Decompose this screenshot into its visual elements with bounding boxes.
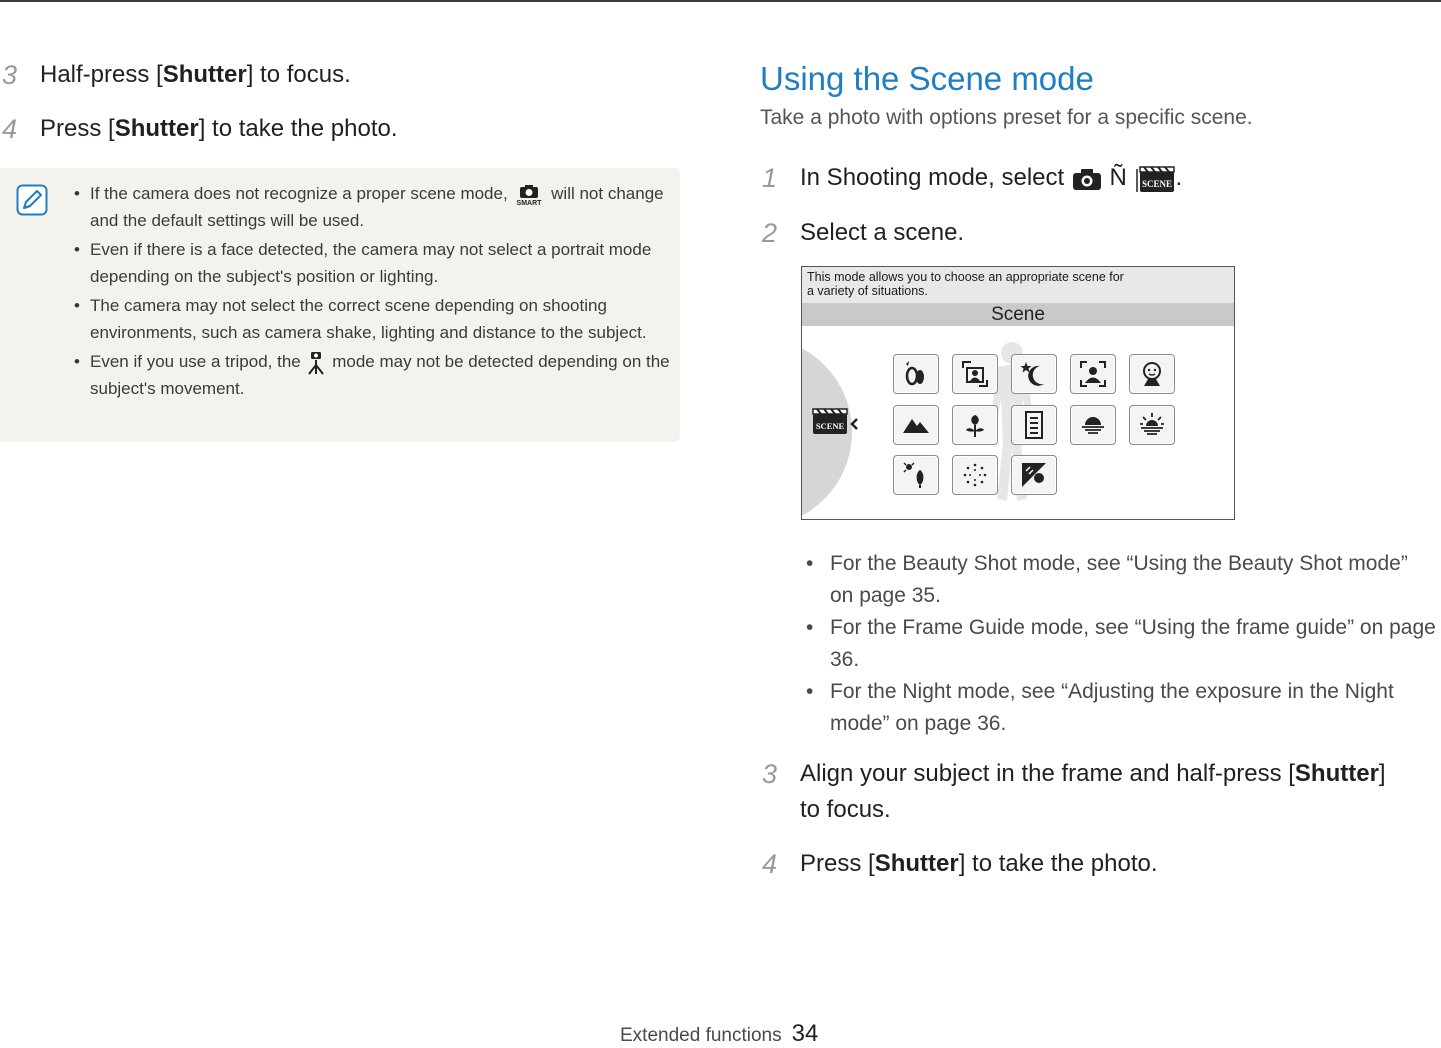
landscape-icon[interactable] [893,405,939,445]
night-icon[interactable] [1011,354,1057,394]
help-text: This mode allows you to choose an appropriate scene for a variety of situations. [807,270,1124,298]
note-item: • The camera may not select the correct scene depending on shooting environments, such as camera shake, lighting and distance to the subject. [70,292,670,346]
page-footer [620,1020,818,1048]
camera-mode-icon [1071,166,1103,192]
step-number: 4 [762,849,778,879]
shutter-key: Shutter [162,61,247,88]
note-pencil-icon [16,184,48,216]
frame-guide-icon[interactable] [952,354,998,394]
step-number: 3 [762,759,778,789]
shutter-key: Shutter [1294,760,1379,787]
step-2-right: 2 Select a scene. [800,215,964,251]
step-4-left: 4 Press [Shutter] to take the photo. [2,114,398,144]
scene-note-item: • For the Beauty Shot mode, see “Using the Beauty Shot mode” on page 35. [806,548,1436,612]
tripod-icon [305,351,327,375]
step-4-right: 4 Press [Shutter] to take the photo. [800,846,1158,882]
fireworks-icon[interactable] [952,455,998,495]
note-item: • Even if you use a tripod, the mode may not be detected depending on the subject's movement. [70,348,670,402]
camera-screen [801,266,1235,520]
section-title: Using the Scene mode [760,60,1094,97]
page-number: 34 [791,1020,819,1047]
screen-title: Scene [991,304,1045,325]
note-list [70,180,670,404]
scene-notes-list [806,548,1436,740]
section-name: Extended functions [620,1025,782,1046]
backlight-icon[interactable] [893,455,939,495]
section-subtitle: Take a photo with options preset for a specific scene. [760,106,1253,129]
step-number: 1 [762,163,778,193]
beauty-shot-icon[interactable] [893,354,939,394]
step-number: 2 [762,218,778,248]
step-number: 4 [2,114,18,144]
scene-note-item: • For the Night mode, see “Adjusting the exposure in the Night mode” on page 36. [806,676,1436,740]
smart-auto-icon [512,184,546,206]
close-up-icon[interactable] [952,405,998,445]
note-box [0,168,680,442]
svg-text:SCENE: SCENE [1141,178,1172,189]
svg-text:SMART: SMART [516,199,542,206]
shutter-key: Shutter [114,115,199,142]
step-3-right: 3 Align your subject in the frame and half-press [Shutter] to focus. [800,756,1420,828]
step-number: 3 [2,60,18,90]
note-item: • Even if there is a face detected, the camera may not select a portrait mode depending on the subject's position or lighting. [70,236,670,290]
scene-note-item: • For the Frame Guide mode, see “Using the frame guide” on page 36. [806,612,1436,676]
portrait-icon[interactable] [1070,354,1116,394]
sunset-icon[interactable] [1070,405,1116,445]
step-3-left: 3 Half-press [Shutter] to focus. [2,60,351,90]
note-item: • If the camera does not recognize a proper scene mode, SMART will not change and the default settings will be used. [70,180,670,234]
beach-snow-icon[interactable] [1011,455,1057,495]
scene-mode-icon [1134,164,1176,194]
scene-badge-icon[interactable] [812,406,860,436]
top-rule [0,0,1441,2]
shutter-key: Shutter [874,850,959,877]
svg-text:SCENE: SCENE [815,421,845,431]
step-1-right: 1 In Shooting mode, select Ñ SCENE . [800,160,1182,196]
dawn-icon[interactable] [1129,405,1175,445]
text-icon[interactable] [1011,405,1057,445]
children-icon[interactable] [1129,354,1175,394]
